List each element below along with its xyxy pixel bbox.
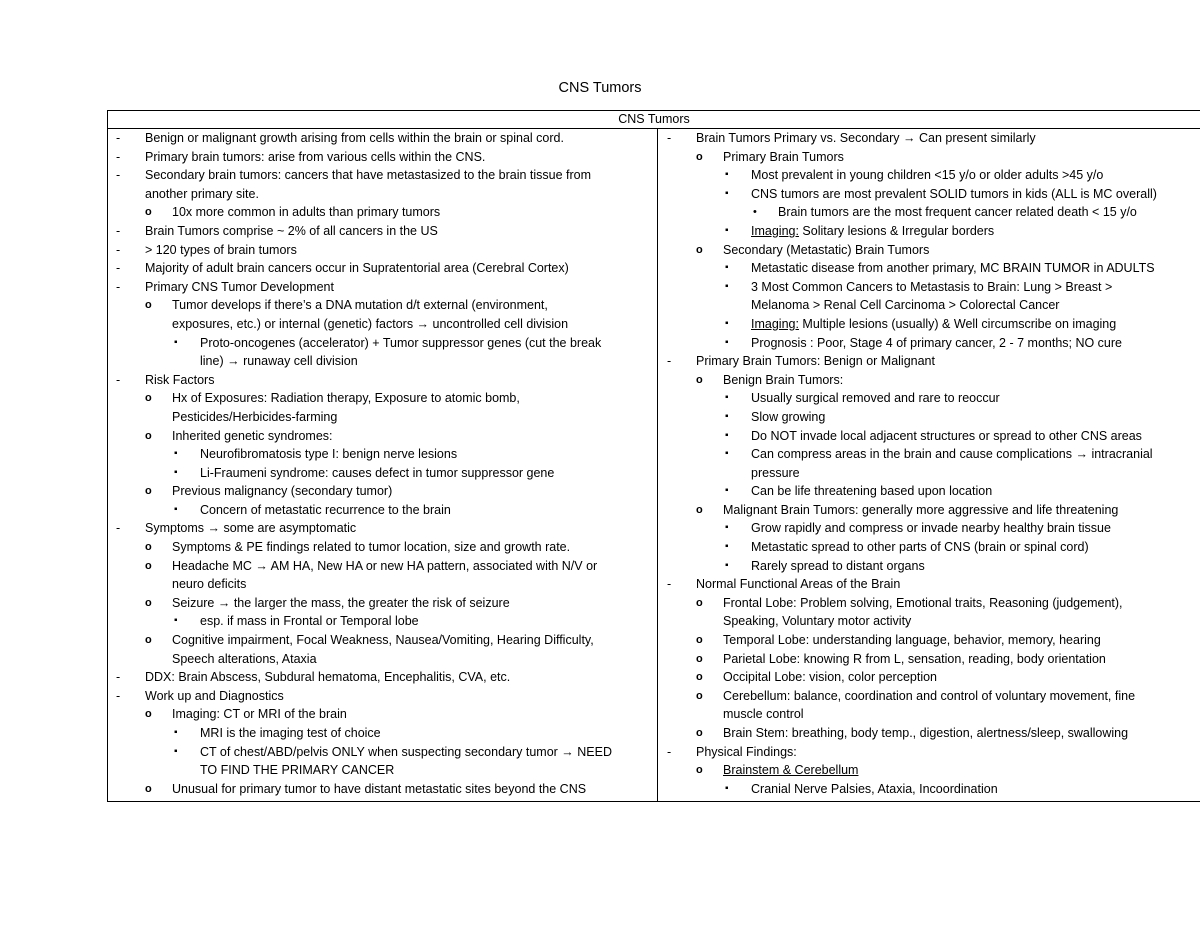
item-text: Concern of metastatic recurrence to the brain [200, 502, 451, 517]
list-item [659, 594, 1200, 613]
list-item [659, 203, 1200, 222]
item-text: Physical Findings: [696, 744, 797, 759]
list-item [108, 427, 657, 446]
notes-table [107, 110, 1200, 802]
item-text: Primary brain tumors: arise from various cells within the CNS. [145, 149, 486, 164]
list-item [108, 761, 657, 780]
item-text: Metastatic disease from another primary, MC BRAIN TUMOR in ADULTS [751, 261, 1155, 276]
item-text: Benign or malignant growth arising from cells within the brain or spinal cord. [145, 131, 564, 145]
list-item [108, 780, 657, 799]
square-bullet-icon: ▪ [725, 429, 729, 441]
item-text: Most prevalent in young children <15 y/o or older adults >45 y/o [751, 168, 1104, 183]
underlined-label: Brainstem & Cerebellum [723, 763, 859, 778]
square-bullet-icon: ▪ [725, 541, 729, 553]
list-item [659, 352, 1200, 371]
list-item [659, 705, 1200, 724]
list-item [659, 464, 1200, 483]
square-bullet-icon: ▪ [725, 448, 729, 460]
list-item [108, 501, 657, 520]
list-item [108, 445, 657, 464]
item-text: Rarely spread to distant organs [751, 558, 925, 573]
item-text: MRI is the imaging test of choice [200, 726, 381, 740]
item-text: Neurofibromatosis type I: benign nerve lesions [200, 447, 458, 462]
item-text: Do NOT invade local adjacent structures or spread to other CNS areas [751, 428, 1142, 443]
item-text: Cognitive impairment, Focal Weakness, Nausea/Vomiting, Hearing Difficulty, [172, 633, 594, 648]
item-text: Prognosis : Poor, Stage 4 of primary cancer, 2 - 7 months; NO cure [751, 335, 1123, 350]
circle-bullet-icon: o [696, 764, 703, 777]
square-bullet-icon: ▪ [725, 522, 729, 534]
list-item [659, 315, 1200, 334]
list-item [108, 724, 657, 743]
list-item [108, 203, 657, 222]
list-item [108, 464, 657, 483]
list-item [108, 222, 657, 241]
dash-bullet-icon: - [667, 744, 672, 759]
item-text: Primary CNS Tumor Development [145, 279, 334, 294]
list-item [659, 668, 1200, 687]
circle-bullet-icon: o [145, 782, 152, 795]
list-item [659, 278, 1200, 297]
square-bullet-icon: ▪ [725, 317, 729, 329]
item-text: Melanoma > Renal Cell Carcinoma > Colorectal Cancer [751, 298, 1060, 313]
square-bullet-icon: ▪ [725, 392, 729, 404]
list-item [108, 259, 657, 278]
item-text: Hx of Exposures: Radiation therapy, Exposure to atomic bomb, [172, 391, 520, 406]
square-bullet-icon: ▪ [174, 448, 178, 460]
list-item [108, 278, 657, 297]
square-bullet-icon: ▪ [725, 262, 729, 274]
list-item [659, 780, 1200, 799]
circle-bullet-icon: o [696, 634, 703, 647]
list-item [659, 482, 1200, 501]
dash-bullet-icon: - [116, 521, 121, 536]
item-text: Secondary (Metastatic) Brain Tumors [723, 242, 930, 257]
item-text: Occipital Lobe: vision, color perception [723, 670, 938, 685]
item-text: Proto-oncogenes (accelerator) + Tumor suppressor genes (cut the break [200, 335, 602, 350]
item-text: Can be life threatening based upon location [751, 484, 993, 499]
list-item [108, 687, 657, 706]
item-text: Majority of adult brain cancers occur in Supratentorial area (Cerebral Cortex) [145, 261, 569, 276]
circle-bullet-icon: o [145, 206, 152, 219]
circle-bullet-icon: o [696, 373, 703, 386]
list-item [108, 334, 657, 353]
list-item [659, 259, 1200, 278]
square-bullet-icon: ▪ [725, 485, 729, 497]
square-bullet-icon: ▪ [725, 559, 729, 571]
right-column [659, 129, 1200, 801]
item-text: Pesticides/Herbicides-farming [172, 409, 338, 424]
item-text: Brain Stem: breathing, body temp., digestion, alertness/sleep, swallowing [723, 726, 1129, 740]
list-item [108, 519, 657, 538]
list-item [659, 166, 1200, 185]
item-text: Normal Functional Areas of the Brain [696, 577, 901, 592]
item-text: Primary Brain Tumors: Benign or Malignant [696, 354, 935, 369]
list-item [108, 612, 657, 631]
list-item [659, 519, 1200, 538]
item-text: 3 Most Common Cancers to Metastasis to Brain: Lung > Breast > [751, 279, 1113, 294]
item-text: Symptoms & PE findings related to tumor location, size and growth rate. [172, 540, 571, 555]
item-text: Unusual for primary tumor to have distant metastatic sites beyond the CNS [172, 781, 587, 796]
item-text: pressure [751, 465, 800, 480]
list-item [659, 185, 1200, 204]
item-text: Inherited genetic syndromes: [172, 428, 333, 443]
list-item [108, 296, 657, 315]
list-item [659, 427, 1200, 446]
square-bullet-icon: ▪ [725, 782, 729, 794]
item-text: Slow growing [751, 409, 826, 424]
item-text: Seizure → the larger the mass, the greater the risk of seizure [172, 595, 510, 610]
list-item [659, 538, 1200, 557]
list-item [659, 557, 1200, 576]
list-item [108, 650, 657, 669]
list-item [659, 650, 1200, 669]
document-title: CNS Tumors [558, 80, 642, 96]
list-item [108, 352, 657, 371]
list-item [108, 482, 657, 501]
item-text: Speech alterations, Ataxia [172, 651, 317, 666]
circle-bullet-icon: o [696, 596, 703, 609]
item-text: Headache MC → AM HA, New HA or new HA pattern, associated with N/V or [172, 558, 598, 573]
item-text: CT of chest/ABD/pelvis ONLY when suspecting secondary tumor → NEED [200, 744, 612, 759]
square-bullet-icon: ▪ [174, 745, 178, 757]
list-item [108, 705, 657, 724]
list-item [108, 371, 657, 390]
list-item [108, 575, 657, 594]
item-text: Li-Fraumeni syndrome: causes defect in tumor suppressor gene [200, 465, 555, 480]
item-text: Multiple lesions (usually) & Well circumscribe on imaging [798, 316, 1117, 331]
item-text: Brain tumors are the most frequent cancer related death < 15 y/o [778, 205, 1137, 220]
dash-bullet-icon: - [116, 670, 121, 685]
circle-bullet-icon: o [145, 485, 152, 498]
item-text: Grow rapidly and compress or invade nearby healthy brain tissue [751, 521, 1111, 536]
list-item [108, 557, 657, 576]
item-text: Malignant Brain Tumors: generally more aggressive and life threatening [723, 502, 1119, 517]
item-text: exposures, etc.) or internal (genetic) factors → uncontrolled cell division [172, 316, 569, 331]
item-text: Symptoms → some are asymptomatic [145, 521, 357, 536]
dash-bullet-icon: - [116, 279, 121, 294]
item-text: Work up and Diagnostics [145, 688, 284, 703]
list-item [108, 408, 657, 427]
circle-bullet-icon: o [696, 671, 703, 684]
dash-bullet-icon: - [667, 131, 672, 145]
circle-bullet-icon: o [696, 503, 703, 516]
item-text: Brain Tumors Primary vs. Secondary → Can present similarly [696, 131, 1036, 145]
circle-bullet-icon: o [696, 243, 703, 256]
item-text: Usually surgical removed and rare to reoccur [751, 391, 1000, 406]
item-text: Can compress areas in the brain and cause complications → intracranial [751, 447, 1153, 462]
dash-bullet-icon: - [667, 577, 672, 592]
list-item [108, 389, 657, 408]
item-text: Secondary brain tumors: cancers that have metastasized to the brain tissue from [145, 168, 592, 183]
list-item [108, 148, 657, 167]
list-item [659, 724, 1200, 743]
item-text: Frontal Lobe: Problem solving, Emotional traits, Reasoning (judgement), [723, 595, 1123, 610]
item-text: Primary Brain Tumors [723, 149, 844, 164]
list-item [108, 668, 657, 687]
square-bullet-icon: ▪ [174, 336, 178, 348]
list-item [659, 445, 1200, 464]
list-item [108, 594, 657, 613]
item-text: Previous malignancy (secondary tumor) [172, 484, 393, 499]
list-item [659, 371, 1200, 390]
circle-bullet-icon: o [696, 652, 703, 665]
item-text: 10x more common in adults than primary tumors [172, 205, 441, 220]
dash-bullet-icon: - [116, 131, 121, 145]
circle-bullet-icon: o [696, 727, 703, 739]
square-bullet-icon: ▪ [174, 615, 178, 627]
square-bullet-icon: ▪ [174, 727, 178, 738]
item-text: DDX: Brain Abscess, Subdural hematoma, Encephalitis, CVA, etc. [145, 670, 511, 685]
item-text: Parietal Lobe: knowing R from L, sensation, reading, body orientation [723, 651, 1106, 666]
square-bullet-icon: ▪ [174, 503, 178, 515]
table-header: CNS Tumors [108, 111, 1200, 129]
square-bullet-icon: ▪ [725, 224, 729, 236]
item-text: Cerebellum: balance, coordination and control of voluntary movement, fine [723, 688, 1136, 703]
list-item [108, 538, 657, 557]
dash-bullet-icon: - [116, 242, 121, 257]
item-text: another primary site. [145, 186, 259, 201]
list-item [659, 389, 1200, 408]
list-item [659, 222, 1200, 241]
square-bullet-icon: ▪ [725, 169, 729, 181]
list-item [659, 408, 1200, 427]
dot-bullet-icon: • [753, 206, 757, 219]
list-item [108, 631, 657, 650]
item-text: Benign Brain Tumors: [723, 372, 844, 387]
list-item [108, 743, 657, 762]
square-bullet-icon: ▪ [725, 280, 729, 292]
item-text: esp. if mass in Frontal or Temporal lobe [200, 614, 419, 629]
list-item [659, 761, 1200, 780]
item-text: Temporal Lobe: understanding language, behavior, memory, hearing [723, 633, 1101, 648]
item-text: Imaging: CT or MRI of the brain [172, 707, 347, 722]
dash-bullet-icon: - [116, 223, 121, 238]
dash-bullet-icon: - [667, 354, 672, 369]
list-item [659, 687, 1200, 706]
circle-bullet-icon: o [145, 708, 152, 721]
list-item [108, 315, 657, 334]
square-bullet-icon: ▪ [725, 410, 729, 422]
dash-bullet-icon: - [116, 149, 121, 164]
item-text: neuro deficits [172, 577, 247, 592]
item-text: Cranial Nerve Palsies, Ataxia, Incoordination [751, 781, 998, 796]
list-item [659, 334, 1200, 353]
item-text: muscle control [723, 707, 804, 722]
item-text: Solitary lesions & Irregular borders [798, 223, 995, 238]
square-bullet-icon: ▪ [725, 187, 729, 199]
circle-bullet-icon: o [145, 559, 152, 572]
dash-bullet-icon: - [116, 372, 121, 387]
list-item [108, 166, 657, 185]
list-item [659, 148, 1200, 167]
item-text: CNS tumors are most prevalent SOLID tumors in kids (ALL is MC overall) [751, 186, 1157, 201]
square-bullet-icon: ▪ [174, 466, 178, 478]
item-text: Brain Tumors comprise ~ 2% of all cancers in the US [145, 223, 438, 238]
circle-bullet-icon: o [145, 541, 152, 554]
item-text: TO FIND THE PRIMARY CANCER [200, 763, 395, 778]
item-text: line) → runaway cell division [200, 354, 358, 369]
left-column [108, 129, 658, 801]
item-text: Speaking, Voluntary motor activity [723, 614, 912, 629]
item-text: Metastatic spread to other parts of CNS (brain or spinal cord) [751, 540, 1089, 555]
dash-bullet-icon: - [116, 688, 121, 703]
circle-bullet-icon: o [145, 299, 152, 312]
item-text: > 120 types of brain tumors [145, 242, 297, 257]
circle-bullet-icon: o [696, 689, 703, 702]
list-item [659, 129, 1200, 148]
underlined-label: Imaging: [751, 223, 799, 238]
list-item [659, 501, 1200, 520]
list-item [108, 185, 657, 204]
list-item [659, 612, 1200, 631]
dash-bullet-icon: - [116, 168, 121, 183]
list-item [659, 296, 1200, 315]
item-text: Tumor develops if there’s a DNA mutation d/t external (environment, [172, 298, 548, 313]
circle-bullet-icon: o [145, 429, 152, 442]
list-item [659, 241, 1200, 260]
list-item [659, 743, 1200, 762]
item-text: Risk Factors [145, 372, 215, 387]
circle-bullet-icon: o [145, 634, 152, 647]
underlined-label: Imaging: [751, 316, 799, 331]
circle-bullet-icon: o [145, 596, 152, 609]
circle-bullet-icon: o [696, 150, 703, 163]
list-item [659, 631, 1200, 650]
square-bullet-icon: ▪ [725, 336, 729, 348]
list-item [108, 129, 657, 148]
list-item [108, 241, 657, 260]
list-item [659, 575, 1200, 594]
circle-bullet-icon: o [145, 392, 152, 405]
dash-bullet-icon: - [116, 261, 121, 276]
